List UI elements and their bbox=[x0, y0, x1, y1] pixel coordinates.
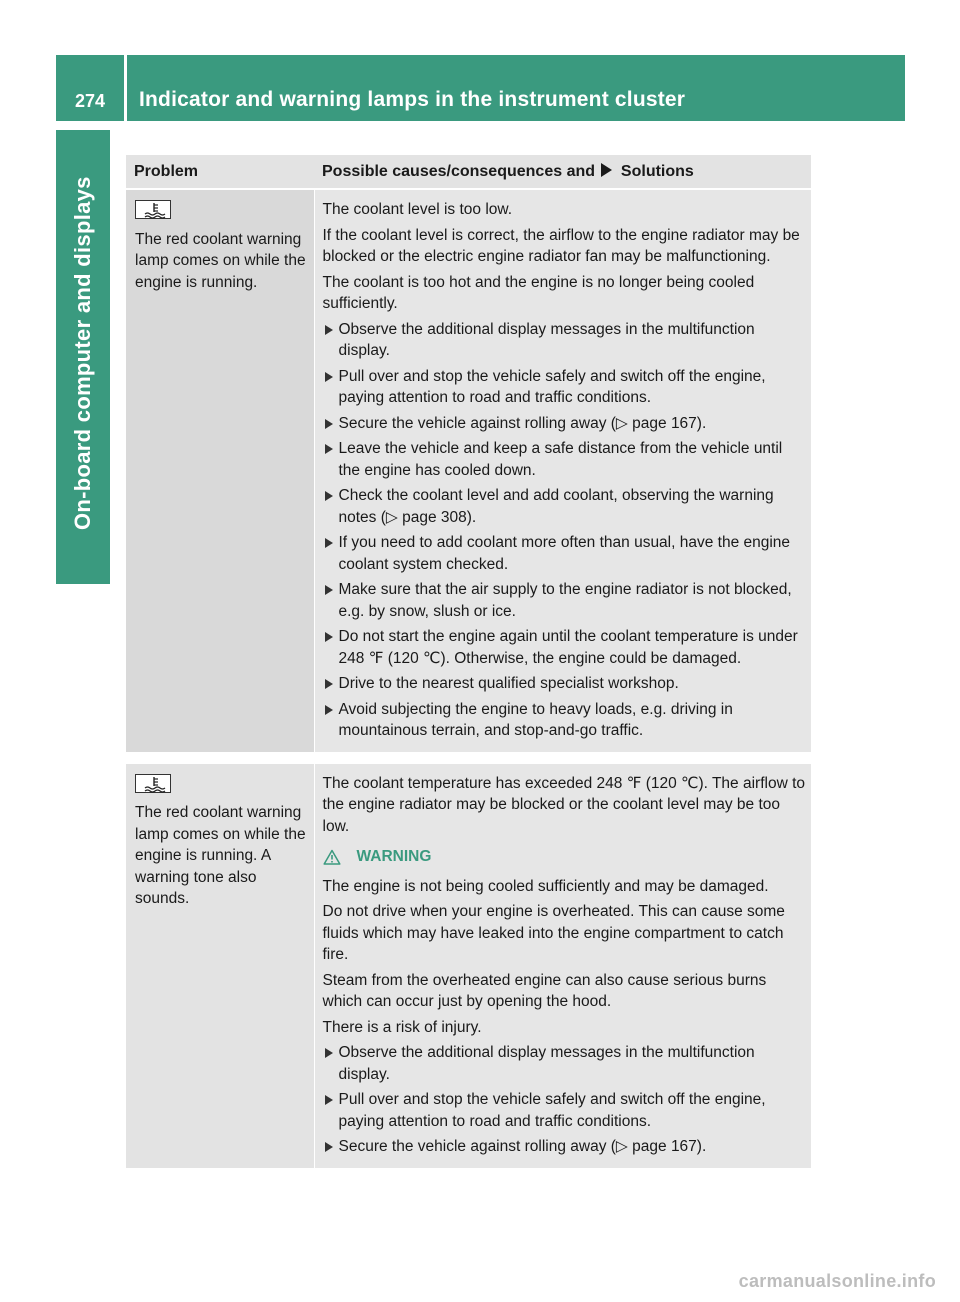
coolant-temperature-icon bbox=[135, 200, 171, 219]
page-number: 274 bbox=[74, 91, 106, 111]
step-arrow-icon bbox=[325, 705, 333, 715]
header-solutions bbox=[314, 155, 811, 189]
step-arrow-icon bbox=[325, 538, 333, 548]
step-text[interactable]: Secure the vehicle against rolling away (▷ page 167). bbox=[338, 414, 707, 432]
warning-heading bbox=[323, 846, 806, 868]
indicator-table bbox=[126, 155, 811, 1168]
page-title: Indicator and warning lamps in the instrument cluster bbox=[139, 88, 686, 111]
step-arrow-icon bbox=[325, 1095, 333, 1105]
step-text: Make sure that the air supply to the engine radiator is not blocked, e.g. by snow, slush or ice. bbox=[338, 581, 792, 620]
step-arrow-icon bbox=[325, 419, 333, 429]
problem-text: The red coolant warning lamp comes on while the engine is running. A warning tone also sounds. bbox=[135, 804, 306, 907]
solution-step bbox=[323, 1042, 806, 1085]
table-row bbox=[126, 758, 811, 1168]
solution-step bbox=[323, 699, 806, 742]
solution-step bbox=[323, 1089, 806, 1132]
cause-text: The coolant is too hot and the engine is no longer being cooled sufficiently. bbox=[322, 273, 755, 312]
header-solutions-text-b: Solutions bbox=[620, 162, 694, 180]
solution-step bbox=[323, 413, 806, 435]
step-text: Avoid subjecting the engine to heavy loads, e.g. driving in mountainous terrain, and stop-and-go traffic. bbox=[338, 700, 733, 739]
cause-text: If the coolant level is correct, the airflow to the engine radiator may be blocked or the electric engine radiator fan may be malfunctioning. bbox=[322, 226, 800, 265]
table-header-row bbox=[126, 155, 811, 189]
step-arrow-icon bbox=[325, 491, 333, 501]
solution-cell bbox=[314, 758, 811, 1168]
header-divider bbox=[124, 55, 127, 121]
warning-text: The engine is not being cooled sufficiently and may be damaged. bbox=[322, 877, 769, 895]
table-row bbox=[126, 189, 811, 758]
cause-text: The coolant level is too low. bbox=[322, 201, 513, 218]
warning-text: There is a risk of injury. bbox=[322, 1018, 482, 1036]
step-arrow-icon bbox=[325, 1142, 333, 1152]
step-text: Drive to the nearest qualified specialist workshop. bbox=[338, 675, 679, 692]
warning-text: Steam from the overheated engine can also cause serious burns which can occur just by opening the hood. bbox=[322, 971, 767, 1010]
side-tab-label: On-board computer and displays bbox=[70, 176, 95, 530]
solution-step bbox=[323, 532, 806, 575]
warning-triangle-icon bbox=[323, 849, 341, 865]
step-text: Leave the vehicle and keep a safe distance from the vehicle until the engine has cooled down. bbox=[338, 440, 783, 479]
solution-step bbox=[323, 673, 806, 695]
solution-step bbox=[323, 626, 806, 669]
header-solutions-text-a: Possible causes/consequences and bbox=[322, 162, 596, 180]
step-text: Pull over and stop the vehicle safely and switch off the engine, paying attention to road and traffic conditions. bbox=[338, 367, 766, 406]
header-problem: Problem bbox=[126, 155, 314, 189]
step-text: Observe the additional display messages in the multifunction display. bbox=[338, 320, 755, 359]
solution-arrow-icon bbox=[601, 163, 612, 177]
step-text: Pull over and stop the vehicle safely and switch off the engine, paying attention to road and traffic conditions. bbox=[338, 1091, 766, 1130]
solution-step bbox=[323, 1136, 806, 1158]
solution-step bbox=[323, 579, 806, 622]
problem-cell bbox=[126, 189, 314, 758]
warning-text: Do not drive when your engine is overheated. This can cause some fluids which may have leaked into the engine compartment to catch fire. bbox=[322, 903, 785, 963]
step-text[interactable]: Check the coolant level and add coolant, observing the warning notes (▷ page 308). bbox=[338, 487, 774, 526]
step-arrow-icon bbox=[325, 632, 333, 642]
problem-text: The red coolant warning lamp comes on while the engine is running. bbox=[135, 230, 306, 291]
solution-step bbox=[323, 438, 806, 481]
step-arrow-icon bbox=[325, 325, 333, 335]
step-arrow-icon bbox=[325, 1048, 333, 1058]
problem-cell bbox=[126, 758, 314, 1168]
solution-step bbox=[323, 485, 806, 528]
step-text: Do not start the engine again until the coolant temperature is under 248 ℉ (120 ℃). Otherwise, the engine could be damaged. bbox=[338, 628, 798, 667]
watermark: carmanualsonline.info bbox=[738, 1271, 936, 1291]
coolant-temperature-icon bbox=[135, 774, 171, 793]
solution-step bbox=[323, 319, 806, 362]
step-arrow-icon bbox=[325, 444, 333, 454]
step-text[interactable]: Secure the vehicle against rolling away (▷ page 167). bbox=[338, 1138, 707, 1155]
warning-label: WARNING bbox=[356, 848, 432, 865]
step-arrow-icon bbox=[325, 585, 333, 595]
step-arrow-icon bbox=[325, 372, 333, 382]
step-text: Observe the additional display messages in the multifunction display. bbox=[338, 1044, 755, 1083]
step-text: If you need to add coolant more often than usual, have the engine coolant system checked. bbox=[338, 534, 791, 573]
solution-cell bbox=[314, 189, 811, 758]
cause-text: The coolant temperature has exceeded 248 ℉ (120 ℃). The airflow to the engine radiator may be blocked or the coolant level may be too low. bbox=[322, 774, 805, 835]
step-arrow-icon bbox=[325, 679, 333, 689]
solution-step bbox=[323, 366, 806, 409]
